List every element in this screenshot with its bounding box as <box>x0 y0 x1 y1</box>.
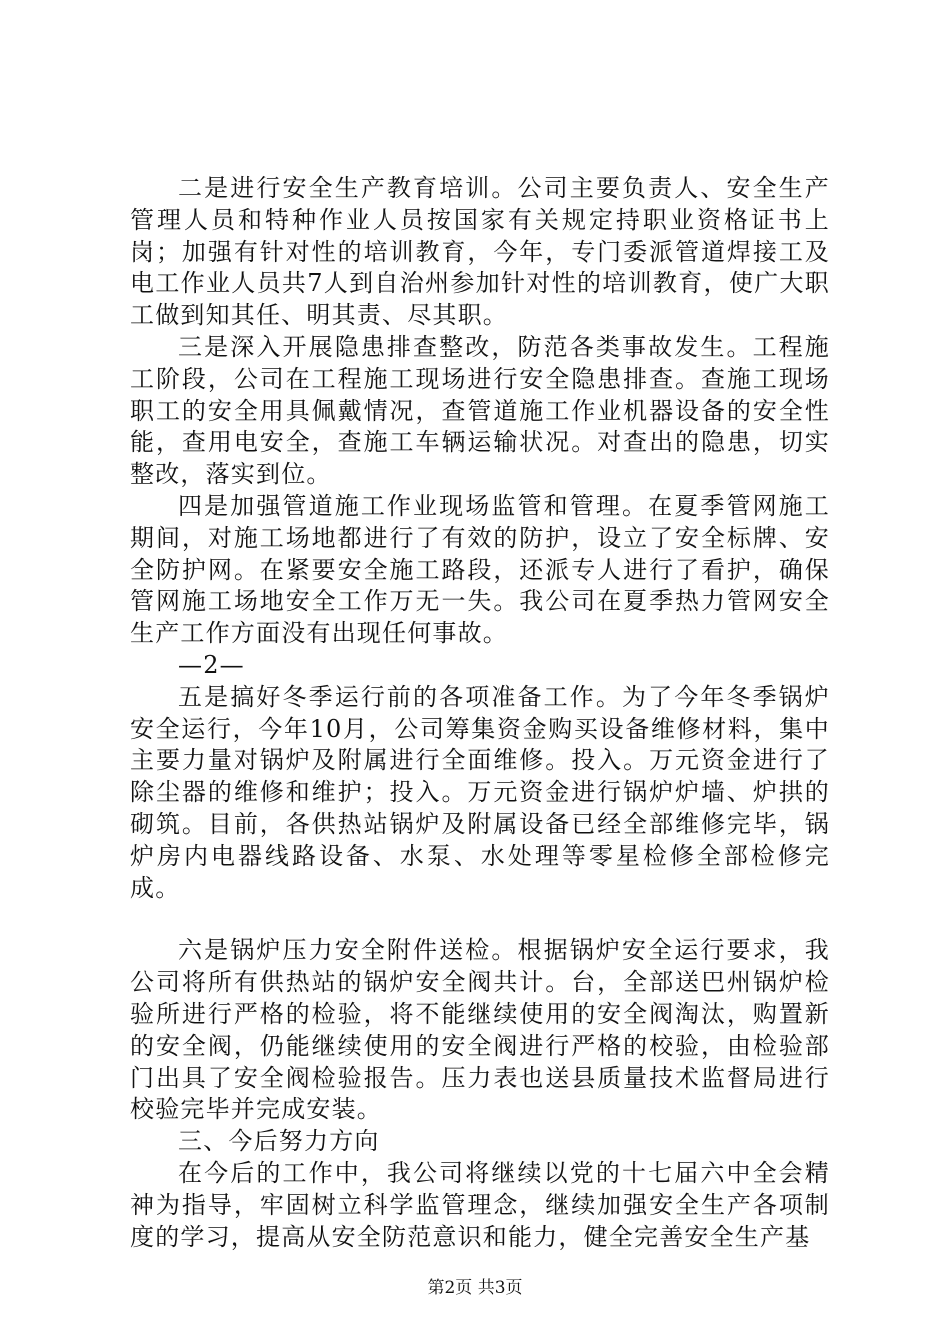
paragraph-boiler-inspection: 六是锅炉压力安全附件送检。根据锅炉安全运行要求，我公司将所有供热站的锅炉安全阀共计。台，全部送巴州锅炉检验所进行严格的检验，将不能继续使用的安全阀淘汰，购置新的安全阀，仍能继续使用的安全阀进行严格的校验，由检验部门出具了安全阀检验报告。压力表也送县质量技术监督局进行校验完毕并完成安装。 <box>130 936 830 1124</box>
document-body <box>130 173 830 1253</box>
paragraph-future-work: 在今后的工作中，我公司将继续以党的十七届六中全会精神为指导，牢固树立科学监管理念，继续加强安全生产各项制度的学习，提高从安全防范意识和能力，健全完善安全生产基 <box>130 1158 830 1251</box>
section-heading-future-direction: 三、今后努力方向 <box>178 1127 380 1156</box>
paragraph-site-supervision: 四是加强管道施工作业现场监管和管理。在夏季管网施工期间，对施工场地都进行了有效的防护，设立了安全标牌、安全防护网。在紧要安全施工路段，还派专人进行了看护，确保管网施工场地安全工作万无一失。我公司在夏季热力管网安全生产工作方面没有出现任何事故。 <box>130 491 830 648</box>
paragraph-winter-preparation: 五是搞好冬季运行前的各项准备工作。为了今年冬季锅炉安全运行，今年10月，公司筹集资金购买设备维修材料，集中主要力量对锅炉及附属进行全面维修。投入。万元资金进行了除尘器的维修和维护；投入。万元资金进行锅炉炉墙、炉拱的砌筑。目前，各供热站锅炉及附属设备已经全部维修完毕，锅炉房内电器线路设备、水泵、水处理等零星检修全部检修完成。 <box>130 682 830 902</box>
paragraph-safety-training: 二是进行安全生产教育培训。公司主要负责人、安全生产管理人员和特种作业人员按国家有关规定持职业资格证书上岗；加强有针对性的培训教育，今年，专门委派管道焊接工及电工作业人员共7人到自治州参加针对性的培训教育，使广大职工做到知其任、明其责、尽其职。 <box>130 174 830 330</box>
paragraph-hazard-inspection: 三是深入开展隐患排查整改，防范各类事故发生。工程施工阶段，公司在工程施工现场进行安全隐患排查。查施工现场职工的安全用具佩戴情况，查管道施工作业机器设备的安全性能，查用电安全，查施工车辆运输状况。对查出的隐患，切实整改，落实到位。 <box>130 332 830 489</box>
inline-page-marker: —2— <box>178 650 245 679</box>
page-footer: 第2页 共3页 <box>427 1278 523 1298</box>
